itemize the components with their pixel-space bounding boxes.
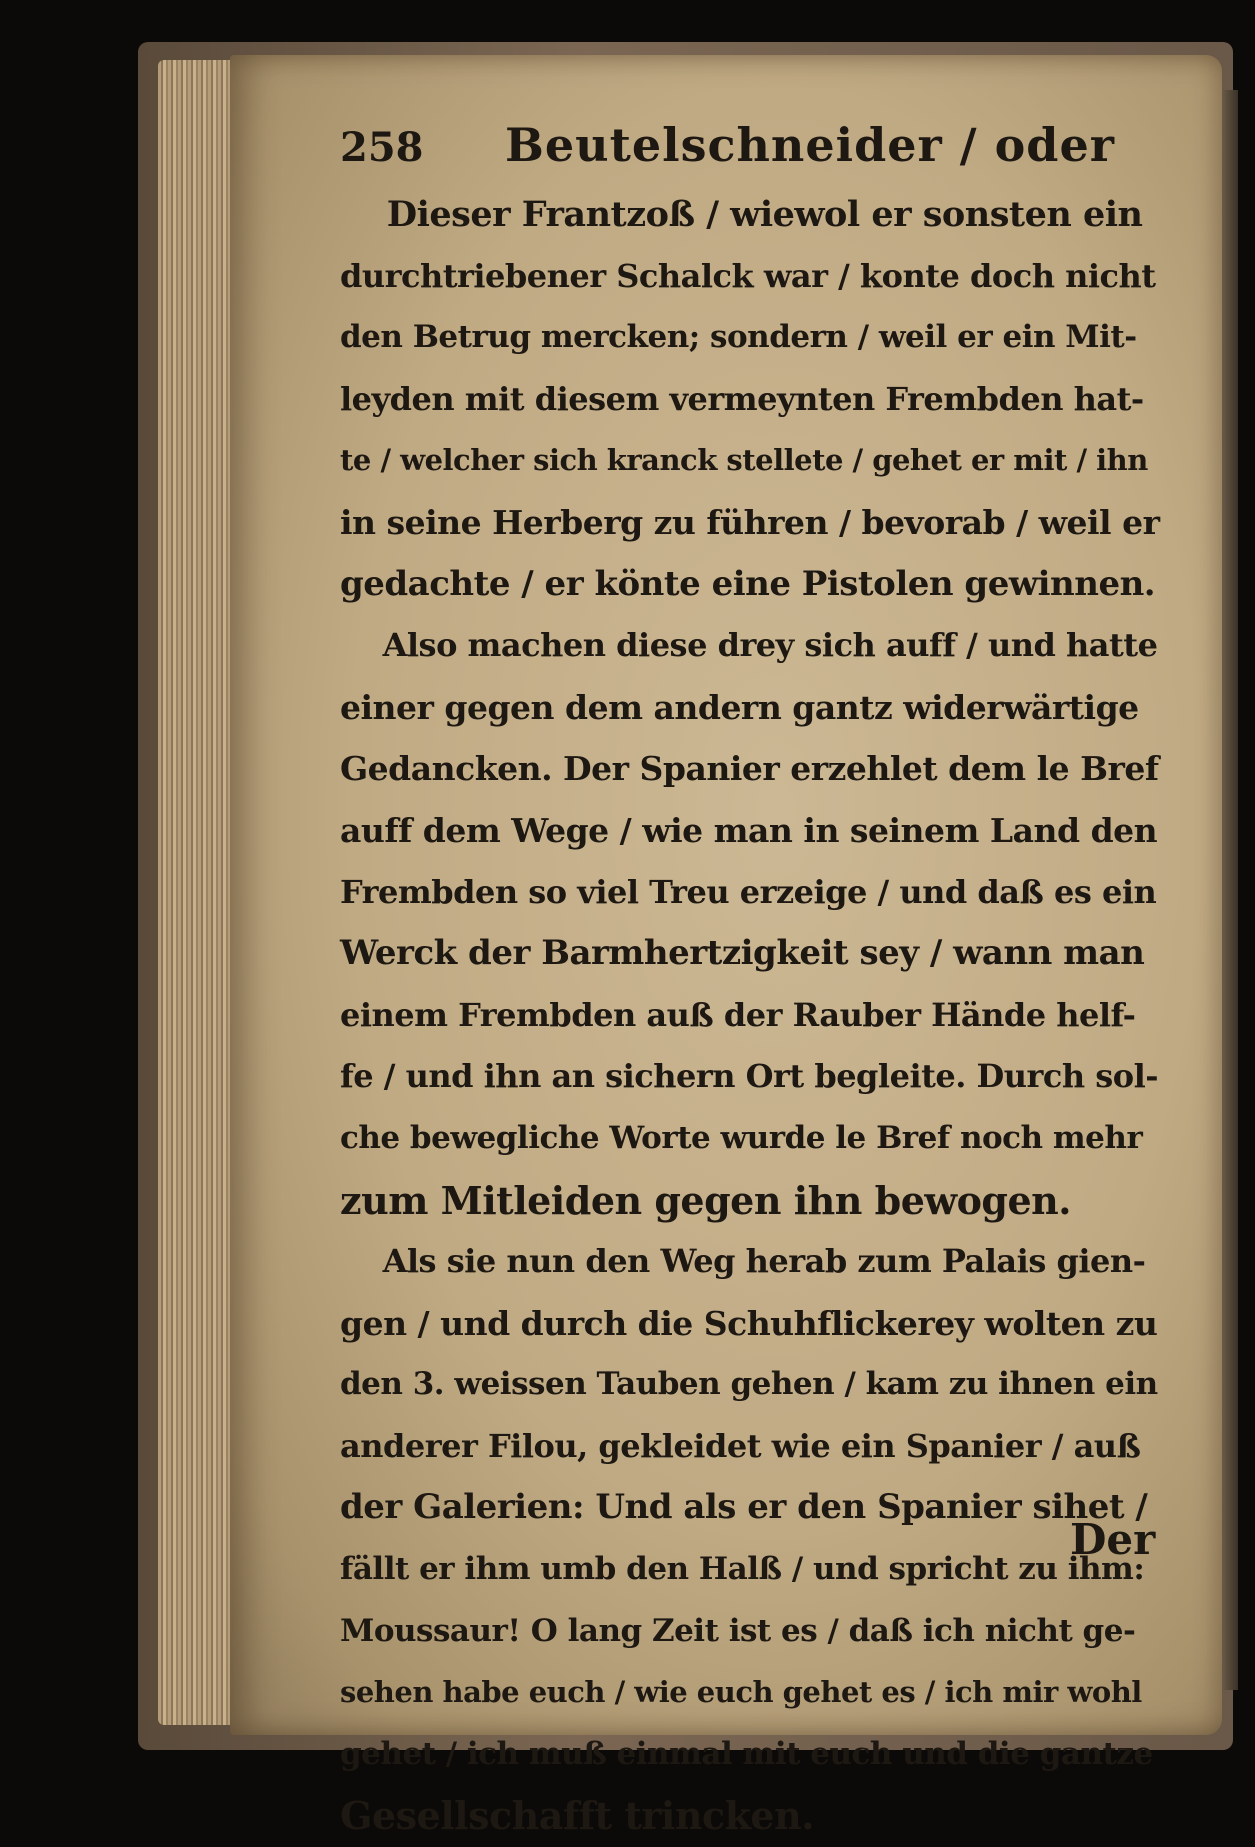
- text-line: den 3. weissen Tauben gehen / kam zu ihnen ein: [340, 1366, 1158, 1403]
- text-line: Werck der Barmhertzigkeit sey / wann man: [340, 933, 1145, 974]
- text-line: durchtriebener Schalck war / konte doch nicht: [340, 256, 1156, 295]
- page-text: [340, 118, 1160, 1847]
- text-line: fällt er ihm umb den Halß / und spricht zu ihm:: [340, 1551, 1145, 1588]
- text-line: Moussaur! O lang Zeit ist es / daß ich nicht ge-: [340, 1612, 1136, 1649]
- text-line: einem Frembden auß der Rauber Hände helf-: [340, 995, 1136, 1034]
- text-line: auff dem Wege / wie man in seinem Land den: [340, 810, 1158, 850]
- text-line: zum Mitleiden gegen ihn bewogen.: [340, 1177, 1072, 1223]
- catchword: Der: [1070, 1515, 1156, 1564]
- text-line: gehet / ich muß einmal mit euch und die gantze: [340, 1735, 1153, 1772]
- facing-page-edge: [1222, 90, 1238, 1690]
- text-line: Dieser Frantzoß / wiewol er sonsten ein: [340, 194, 1143, 235]
- text-line: Gesellschafft trincken.: [340, 1793, 814, 1839]
- text-line: der Galerien: Und als er den Spanier sihet /: [340, 1487, 1148, 1528]
- text-line: Als sie nun den Weg herab zum Palais gien-: [340, 1242, 1146, 1281]
- text-line: sehen habe euch / wie euch gehet es / ich mir wohl: [340, 1675, 1142, 1710]
- text-line: che bewegliche Worte wurde le Bref noch mehr: [340, 1119, 1143, 1156]
- page-header: [340, 118, 1160, 178]
- text-line: einer gegen dem andern gantz widerwärtige: [340, 687, 1139, 727]
- text-line: den Betrug mercken; sondern / weil er ein Mit-: [340, 319, 1137, 356]
- text-line: te / welcher sich kranck stellete / gehet er mit / ihn: [340, 443, 1148, 478]
- text-line: anderer Filou, gekleidet wie ein Spanier / auß: [340, 1426, 1141, 1465]
- text-line: gen / und durch die Schuhflickerey wolten zu: [340, 1303, 1158, 1343]
- text-line: fe / und ihn an sichern Ort begleite. Durch sol-: [340, 1057, 1159, 1096]
- text-line: Frembden so viel Treu erzeige / und daß es ein: [340, 872, 1157, 911]
- text-line: Also machen diese drey sich auff / und hatte: [340, 626, 1158, 665]
- text-line: gedachte / er könte eine Pistolen gewinnen.: [340, 563, 1156, 604]
- text-line: Gedancken. Der Spanier erzehlet dem le Bref: [340, 749, 1159, 789]
- text-line: in seine Herberg zu führen / bevorab / weil er: [340, 502, 1160, 542]
- text-line: leyden mit diesem vermeynten Frembden hat-: [340, 379, 1144, 418]
- page-number: 258: [340, 124, 424, 171]
- running-title: Beutelschneider / oder: [505, 118, 1115, 172]
